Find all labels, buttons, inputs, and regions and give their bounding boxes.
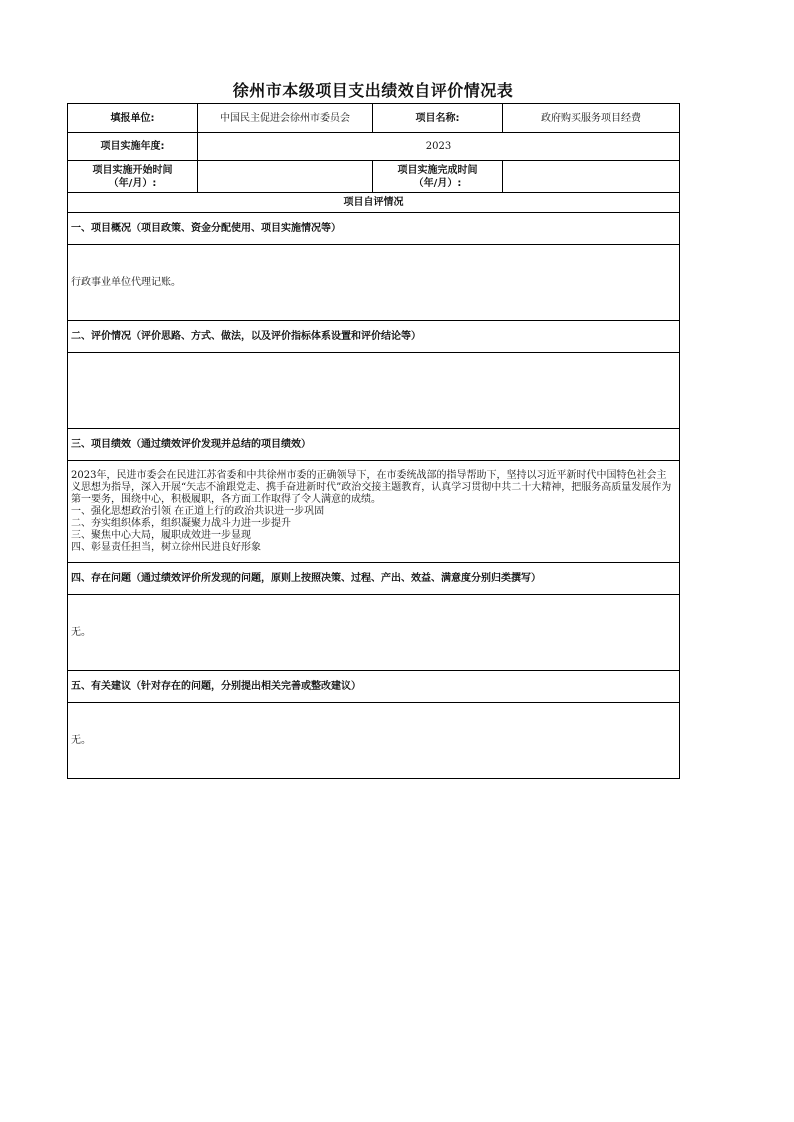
evaluation-form-table (67, 103, 680, 779)
unit-value: 中国民主促进会徐州市委员会 (198, 104, 373, 133)
year-label: 项目实施年度: (68, 133, 198, 161)
section-1-heading-row (68, 213, 680, 245)
section-1-content (68, 245, 680, 321)
section-2-heading: 二、评价情况（评价思路、方式、做法，以及评价指标体系设置和评价结论等） (68, 321, 680, 353)
section-3-heading-row (68, 429, 680, 461)
section-2-content (68, 353, 680, 429)
end-time-label-line2: （年/月）: (413, 177, 462, 189)
section-3-point-4: 四、彰显责任担当，树立徐州民进良好形象 (71, 541, 261, 553)
section-4-content (68, 595, 680, 671)
end-time-label (373, 161, 503, 193)
start-time-label-line1: 项目实施开始时间 (92, 164, 173, 176)
project-name-label: 项目名称: (373, 104, 503, 133)
section-4-content-row (68, 595, 680, 671)
section-2-heading-row (68, 321, 680, 353)
section-4-line: 无。 (71, 626, 91, 638)
section-1-heading: 一、项目概况（项目政策、资金分配使用、项目实施情况等） (68, 213, 680, 245)
section-3-heading: 三、项目绩效（通过绩效评价发现并总结的项目绩效） (68, 429, 680, 461)
end-time-value (503, 161, 680, 193)
year-value: 2023 (198, 133, 680, 161)
section-3-point-2: 二、夯实组织体系，组织凝聚力战斗力进一步提升 (71, 517, 291, 529)
section-3-point-3: 三、聚焦中心大局，履职成效进一步显现 (71, 529, 251, 541)
unit-label: 填报单位: (68, 104, 198, 133)
section-3-content (68, 461, 680, 563)
section-1-line: 行政事业单位代理记账。 (71, 276, 181, 288)
section-3-paragraph: 2023年，民进市委会在民进江苏省委和中共徐州市委的正确领导下，在市委统战部的指导帮助下，坚持以习近平新时代中国特色社会主义思想为指导，深入开展“矢志不渝跟党走、携手奋进新时代”政治交接主题教育，认真学习贯彻中共二十大精神，把服务高质量发展作为第一要务，围绕中心，积极履职，各方面工作取得了令人满意的成绩。 (71, 469, 672, 505)
section-5-heading: 五、有关建议（针对存在的问题，分别提出相关完善或整改建议） (68, 671, 680, 703)
section-4-heading-row (68, 563, 680, 595)
self-eval-heading: 项目自评情况 (68, 193, 680, 213)
section-5-line: 无。 (71, 734, 91, 746)
section-5-content-row (68, 703, 680, 779)
section-2-content-row (68, 353, 680, 429)
row-self-eval-heading (68, 193, 680, 213)
project-name-value: 政府购买服务项目经费 (503, 104, 680, 133)
row-unit-project (68, 104, 680, 133)
section-5-heading-row (68, 671, 680, 703)
end-time-label-line1: 项目实施完成时间 (397, 164, 478, 176)
row-dates (68, 161, 680, 193)
section-4-heading: 四、存在问题（通过绩效评价所发现的问题，原则上按照决策、过程、产出、效益、满意度分别归类撰写） (68, 563, 680, 595)
page-title: 徐州市本级项目支出绩效自评价情况表 (232, 81, 514, 100)
section-3-content-row (68, 461, 680, 563)
row-year (68, 133, 680, 161)
start-time-label-line2: （年/月）: (108, 177, 157, 189)
start-time-value (198, 161, 373, 193)
start-time-label (68, 161, 198, 193)
section-3-point-1: 一、强化思想政治引领 在正道上行的政治共识进一步巩固 (71, 505, 325, 517)
section-1-content-row (68, 245, 680, 321)
section-5-content (68, 703, 680, 779)
